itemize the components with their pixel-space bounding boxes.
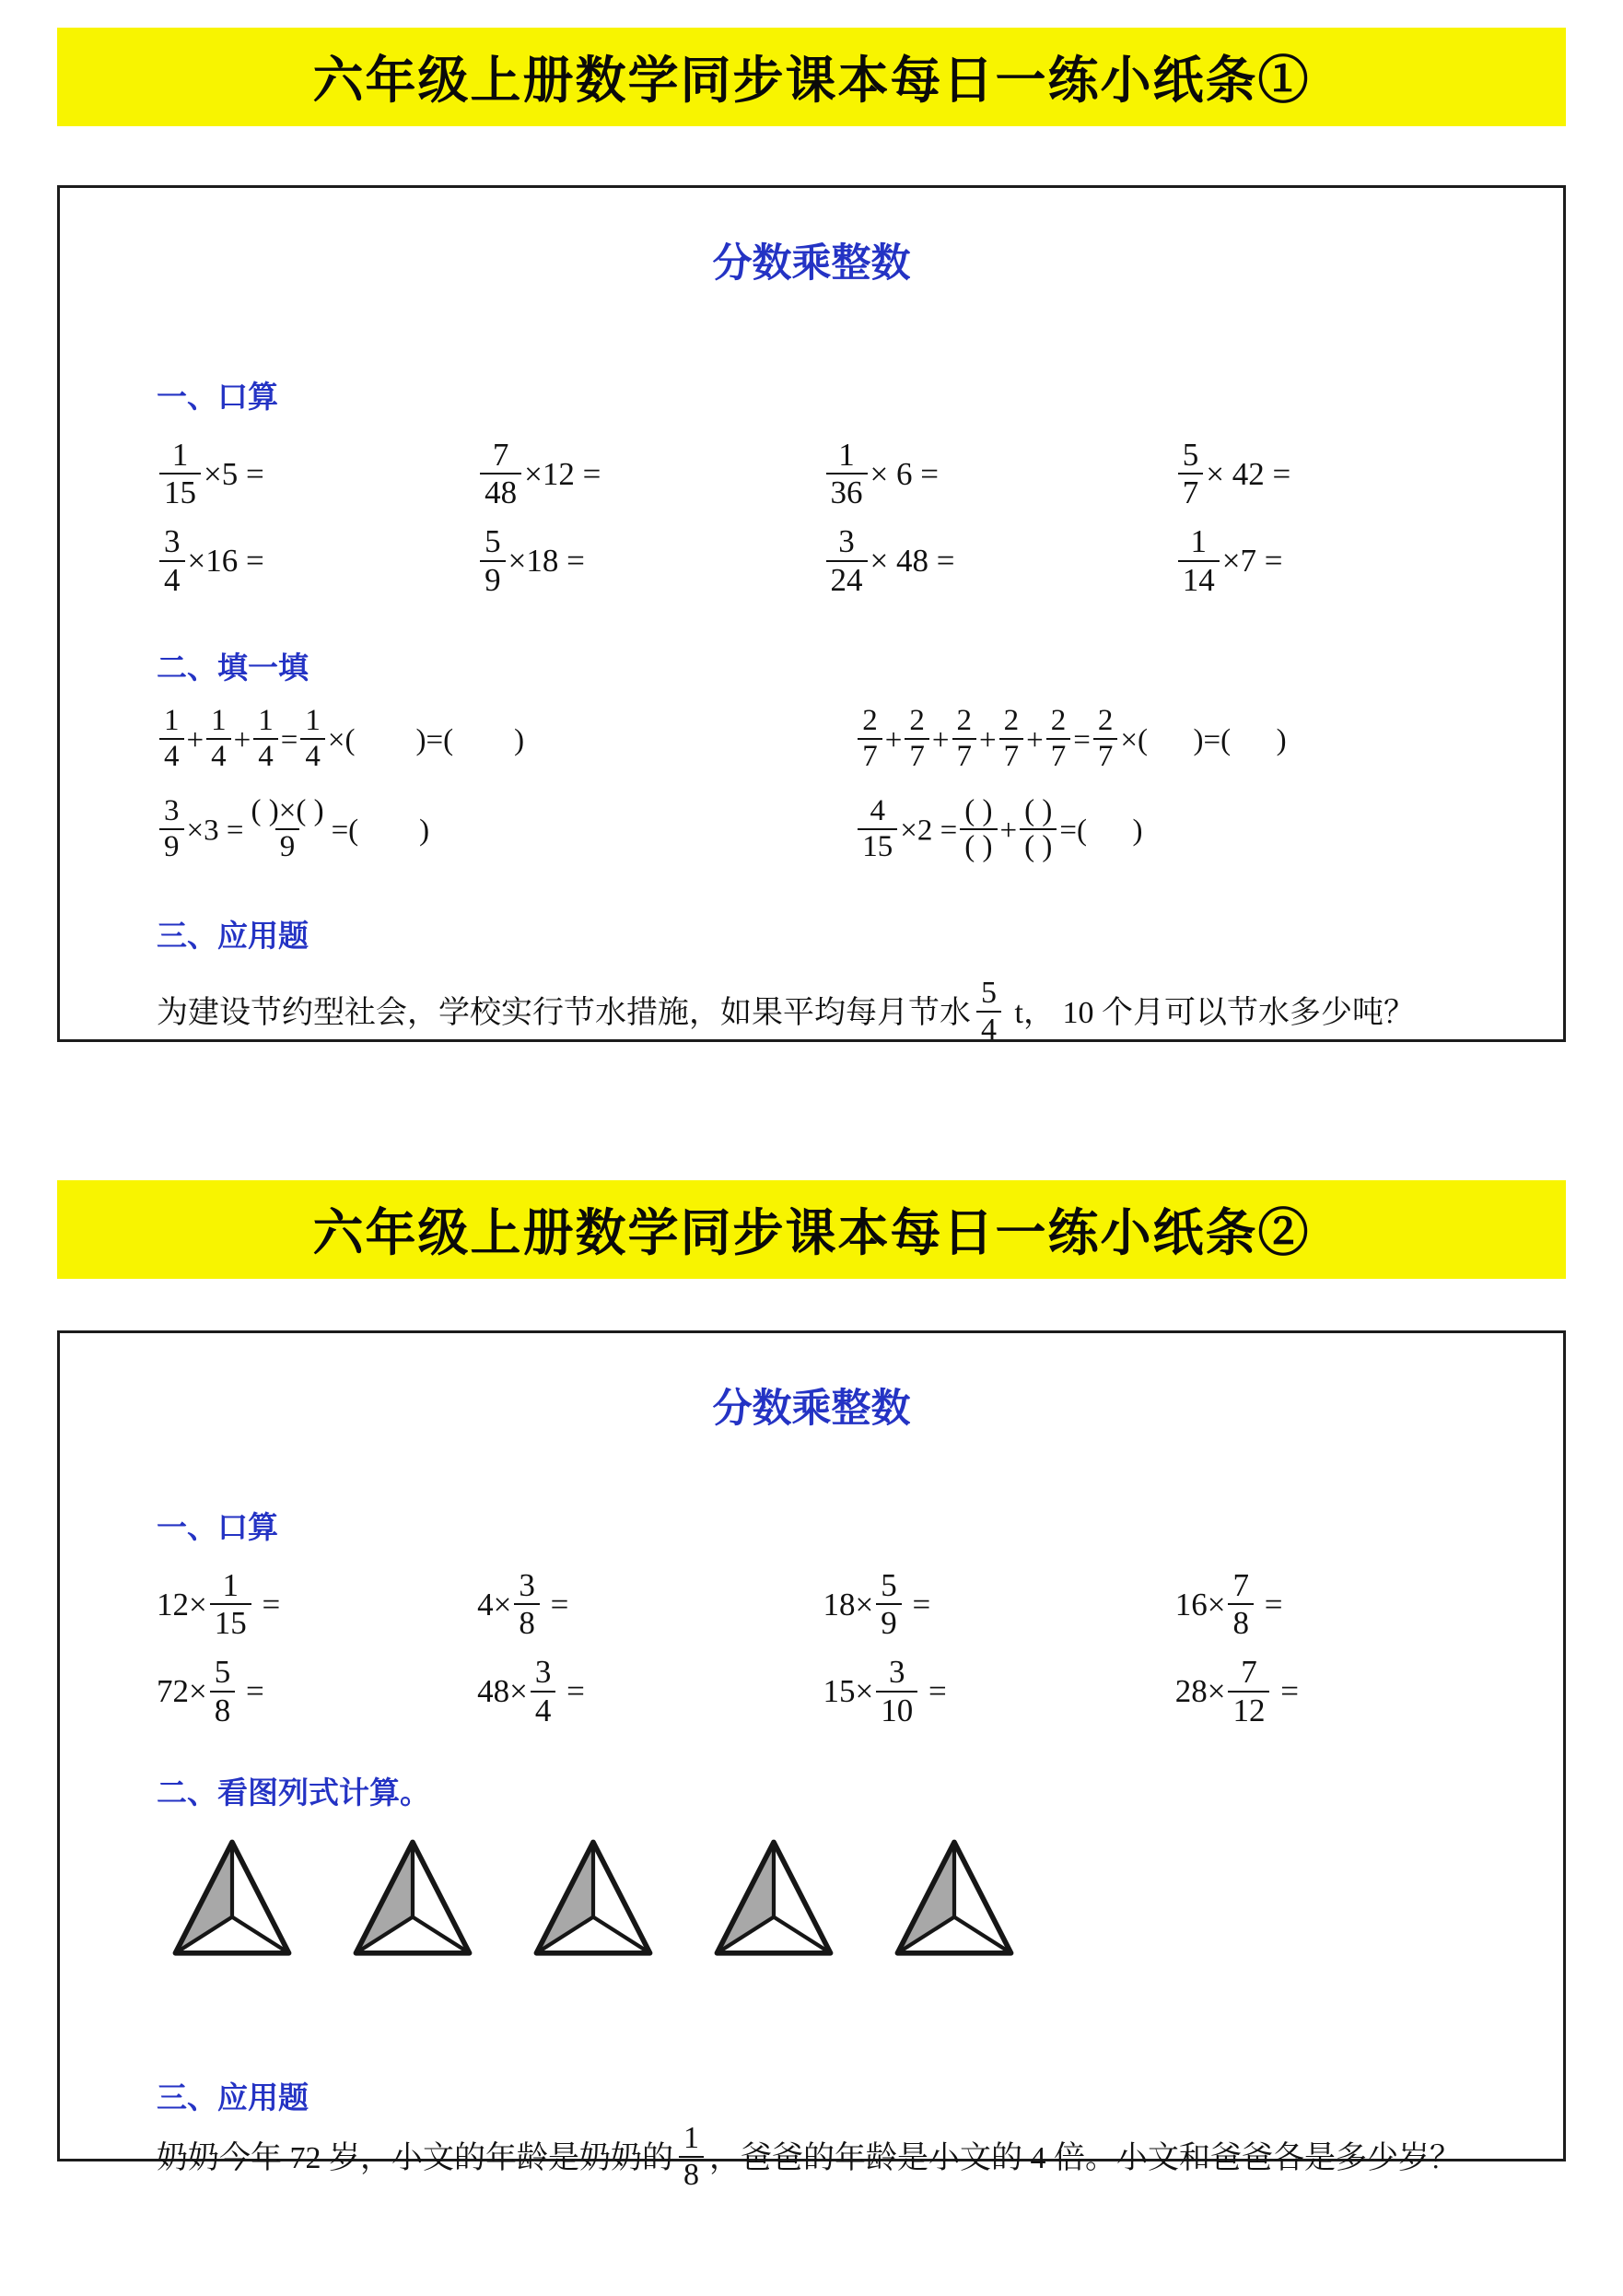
fraction-denominator: 10 bbox=[876, 1691, 917, 1728]
fraction-denominator: 9 bbox=[480, 560, 506, 598]
math-text: 28× bbox=[1174, 1673, 1226, 1710]
math-text: = bbox=[1255, 1587, 1283, 1623]
fraction-numerator: 3 bbox=[889, 1654, 905, 1691]
fraction-numerator: 7 bbox=[1241, 1654, 1257, 1691]
fraction-denominator: 24 bbox=[826, 560, 868, 598]
fraction bbox=[679, 2121, 704, 2193]
fraction-numerator: 3 bbox=[519, 1567, 535, 1603]
math-text: = bbox=[542, 1587, 569, 1623]
math-text: 为建设节约型社会，学校实行节水措施，如果平均每月节水 bbox=[157, 995, 971, 1030]
fraction-denominator: 9 bbox=[876, 1603, 902, 1641]
fraction-denominator: 4 bbox=[159, 560, 185, 598]
fraction bbox=[480, 523, 506, 597]
fraction-numerator: 3 bbox=[164, 793, 180, 827]
fraction-numerator: 7 bbox=[1232, 1567, 1249, 1603]
math-text: + bbox=[979, 723, 997, 757]
oral-problem bbox=[1175, 523, 1489, 601]
fill-problem bbox=[855, 703, 1508, 778]
math-text: ×2 = bbox=[900, 814, 958, 848]
math-text: ×18 = bbox=[508, 543, 585, 580]
fraction-numerator: 1 bbox=[683, 2120, 699, 2155]
fraction-denominator: 8 bbox=[514, 1603, 540, 1641]
shaded-triangle-icon bbox=[340, 1834, 485, 1963]
fraction-numerator: 1 bbox=[1190, 523, 1207, 560]
word-problem-2 bbox=[106, 2120, 1517, 2196]
math-text: t， 10 个月可以节水多少吨？ bbox=[1007, 995, 1415, 1030]
oral-problem bbox=[477, 1654, 823, 1731]
fill-row-1 bbox=[106, 703, 1517, 778]
math-text: 12× bbox=[157, 1587, 207, 1623]
shaded-triangle-icon bbox=[882, 1834, 1027, 1963]
math-text: + bbox=[186, 723, 204, 757]
fraction-numerator: 1 bbox=[164, 703, 180, 737]
math-text: ，爸爸的年龄是小文的 4 倍。小文和爸爸各是多少岁？ bbox=[709, 2140, 1461, 2175]
fraction bbox=[858, 794, 897, 864]
fraction-numerator: 3 bbox=[164, 523, 181, 560]
fraction-denominator: 7 bbox=[952, 738, 977, 774]
math-text: = bbox=[920, 1673, 947, 1710]
fraction bbox=[1228, 1654, 1269, 1728]
fraction-numerator: 5 bbox=[881, 1567, 897, 1603]
fraction-numerator: 1 bbox=[211, 703, 227, 737]
fraction bbox=[159, 704, 184, 774]
fraction bbox=[960, 794, 997, 864]
fraction bbox=[1046, 704, 1071, 774]
fraction bbox=[206, 704, 231, 774]
fraction bbox=[1093, 704, 1118, 774]
fraction-numerator: 5 bbox=[214, 1654, 231, 1691]
oral-row-1 bbox=[106, 437, 1517, 514]
math-text: + bbox=[999, 814, 1018, 848]
math-text: = bbox=[1272, 1673, 1299, 1710]
fraction-denominator: 7 bbox=[1046, 738, 1071, 774]
fraction bbox=[480, 437, 521, 510]
math-text: × 42 = bbox=[1206, 456, 1291, 493]
triangle-figure bbox=[106, 1834, 1517, 1963]
section-label-fill: 二、填一填 bbox=[157, 650, 309, 685]
fraction bbox=[826, 437, 868, 510]
fraction-numerator: 1 bbox=[838, 437, 855, 473]
oral-problem bbox=[157, 1567, 477, 1645]
fraction-numerator: 2 bbox=[956, 703, 973, 737]
worksheet-box-2 bbox=[57, 1330, 1566, 2192]
oral-problem bbox=[1175, 437, 1489, 514]
fraction-denominator: 7 bbox=[1178, 473, 1204, 510]
oral-problem bbox=[477, 523, 823, 601]
fraction-numerator: 2 bbox=[909, 703, 925, 737]
fraction-numerator: 2 bbox=[862, 703, 878, 737]
section-label-word-1: 三、应用题 bbox=[157, 918, 309, 953]
math-text: ×( )=( ) bbox=[1120, 723, 1287, 757]
oral-problem bbox=[1174, 1654, 1489, 1731]
math-text: = bbox=[280, 723, 298, 757]
fraction-numerator: 7 bbox=[492, 437, 509, 473]
math-text: 奶奶今年 72 岁，小文的年龄是奶奶的 bbox=[157, 2140, 673, 2175]
fraction-denominator: 14 bbox=[1178, 560, 1220, 598]
fraction-numerator: 1 bbox=[171, 437, 189, 473]
oral-problem bbox=[157, 437, 477, 514]
fraction-denominator: 12 bbox=[1228, 1691, 1269, 1728]
fraction-numerator: 1 bbox=[258, 703, 274, 737]
fraction-denominator: 4 bbox=[206, 738, 231, 774]
oral-problem bbox=[823, 523, 1175, 601]
math-text: ×3 = bbox=[186, 814, 244, 848]
math-text: =( ) bbox=[1059, 814, 1143, 848]
fraction-numerator: ( )×( ) bbox=[251, 793, 324, 827]
fraction bbox=[976, 976, 1001, 1048]
math-text: 48× bbox=[477, 1673, 528, 1710]
banner-2-title: 六年级上册数学同步课本每日一练小纸条② bbox=[312, 1204, 1311, 1261]
fraction-numerator: 5 bbox=[485, 523, 501, 560]
math-text: = bbox=[1073, 723, 1091, 757]
fraction bbox=[1228, 1567, 1254, 1641]
fraction-denominator: 4 bbox=[253, 738, 278, 774]
shaded-triangle-icon bbox=[520, 1834, 666, 1963]
fraction bbox=[159, 523, 185, 597]
oral-row-4 bbox=[106, 1654, 1517, 1731]
worksheet-2-title: 分数乘整数 bbox=[712, 1387, 911, 1431]
fraction-denominator: ( ) bbox=[960, 828, 997, 864]
math-text: 72× bbox=[157, 1673, 207, 1710]
oral-problem bbox=[823, 1654, 1175, 1731]
math-text: ×( )=( ) bbox=[327, 723, 525, 757]
fraction bbox=[905, 704, 929, 774]
math-text: ×5 = bbox=[204, 456, 264, 493]
fill-problem bbox=[157, 703, 855, 778]
fraction-numerator: 2 bbox=[1097, 703, 1114, 737]
math-text: 15× bbox=[823, 1673, 874, 1710]
word-problem-1 bbox=[106, 975, 1517, 1051]
fraction-denominator: 9 bbox=[275, 828, 300, 864]
math-text: =( ) bbox=[331, 814, 430, 848]
fraction-numerator: 2 bbox=[1003, 703, 1020, 737]
fraction bbox=[1178, 523, 1220, 597]
oral-problem bbox=[477, 1567, 823, 1645]
fraction-denominator: 48 bbox=[480, 473, 521, 510]
fraction-denominator: 15 bbox=[159, 473, 201, 510]
fraction bbox=[1178, 437, 1204, 510]
oral-problem bbox=[1174, 1567, 1489, 1645]
fraction-numerator: 2 bbox=[1050, 703, 1067, 737]
math-text: ×7 = bbox=[1221, 543, 1283, 580]
oral-problem bbox=[823, 437, 1175, 514]
oral-row-3 bbox=[106, 1567, 1517, 1645]
worksheet-box-1 bbox=[57, 185, 1566, 1047]
fraction-denominator: ( ) bbox=[1020, 828, 1057, 864]
section-label-word-2: 三、应用题 bbox=[157, 2079, 309, 2114]
fraction bbox=[1020, 794, 1057, 864]
fraction-denominator: 15 bbox=[858, 828, 897, 864]
fraction bbox=[514, 1567, 540, 1641]
math-text: + bbox=[884, 723, 903, 757]
oral-problem bbox=[157, 1654, 477, 1731]
math-text: ×12 = bbox=[524, 456, 601, 493]
math-text: + bbox=[1026, 723, 1044, 757]
fraction-denominator: 4 bbox=[300, 738, 325, 774]
fraction-denominator: 8 bbox=[1228, 1603, 1254, 1641]
fraction-numerator: 5 bbox=[1182, 437, 1199, 473]
fraction-denominator: 8 bbox=[679, 2156, 704, 2193]
fraction-denominator: 7 bbox=[999, 738, 1024, 774]
fraction-denominator: 36 bbox=[826, 473, 868, 510]
fraction bbox=[300, 704, 325, 774]
fraction bbox=[876, 1567, 902, 1641]
fraction bbox=[999, 704, 1024, 774]
fraction bbox=[210, 1567, 251, 1641]
fraction-denominator: 9 bbox=[159, 828, 184, 864]
fraction bbox=[876, 1654, 917, 1728]
fraction-numerator: 5 bbox=[981, 975, 997, 1010]
fraction-numerator: ( ) bbox=[1024, 793, 1053, 827]
section-label-oral-2: 一、口算 bbox=[157, 1510, 278, 1544]
math-text: = bbox=[904, 1587, 931, 1623]
fraction-denominator: 15 bbox=[210, 1603, 251, 1641]
fraction-denominator: 4 bbox=[159, 738, 184, 774]
fraction bbox=[253, 704, 278, 774]
math-text: × 48 = bbox=[870, 543, 955, 580]
fraction-denominator: 7 bbox=[1093, 738, 1118, 774]
fraction bbox=[826, 523, 868, 597]
oral-problem bbox=[477, 437, 823, 514]
math-text: = bbox=[253, 1587, 281, 1623]
fill-row-2 bbox=[106, 793, 1517, 868]
math-text: + bbox=[931, 723, 950, 757]
fraction-denominator: 7 bbox=[858, 738, 882, 774]
fraction-numerator: 1 bbox=[222, 1567, 239, 1603]
math-text: ×16 = bbox=[187, 543, 264, 580]
shaded-triangle-icon bbox=[159, 1834, 305, 1963]
fraction bbox=[210, 1654, 236, 1728]
math-text: 18× bbox=[823, 1587, 874, 1623]
section-label-oral-1: 一、口算 bbox=[157, 380, 278, 414]
fraction bbox=[246, 794, 328, 864]
fill-problem bbox=[157, 793, 855, 868]
fraction bbox=[159, 794, 184, 864]
oral-problem bbox=[157, 523, 477, 601]
fraction bbox=[531, 1654, 556, 1728]
fraction-denominator: 4 bbox=[976, 1011, 1001, 1048]
math-text: = bbox=[238, 1673, 264, 1710]
fraction-numerator: 3 bbox=[838, 523, 855, 560]
section-label-figure: 二、看图列式计算。 bbox=[157, 1775, 430, 1810]
math-text: × 6 = bbox=[870, 456, 939, 493]
math-text: 16× bbox=[1174, 1587, 1226, 1623]
oral-problem bbox=[823, 1567, 1175, 1645]
fraction-denominator: 7 bbox=[905, 738, 929, 774]
shaded-triangle-icon bbox=[701, 1834, 847, 1963]
math-text: 4× bbox=[477, 1587, 512, 1623]
banner-1-title: 六年级上册数学同步课本每日一练小纸条① bbox=[312, 52, 1311, 109]
worksheet-1-title: 分数乘整数 bbox=[712, 241, 911, 286]
fraction bbox=[952, 704, 977, 774]
oral-row-2 bbox=[106, 523, 1517, 601]
math-text: = bbox=[558, 1673, 585, 1710]
fraction-denominator: 4 bbox=[531, 1691, 556, 1728]
fraction bbox=[159, 437, 201, 510]
fraction-numerator: 3 bbox=[534, 1654, 552, 1691]
fraction-numerator: ( ) bbox=[964, 793, 993, 827]
fill-problem bbox=[855, 793, 1508, 868]
fraction-denominator: 8 bbox=[210, 1691, 236, 1728]
fraction bbox=[858, 704, 882, 774]
banner-1 bbox=[57, 28, 1566, 126]
fraction-numerator: 1 bbox=[305, 703, 321, 737]
math-text: + bbox=[233, 723, 251, 757]
fraction-numerator: 4 bbox=[870, 793, 886, 827]
banner-2 bbox=[57, 1180, 1566, 1279]
